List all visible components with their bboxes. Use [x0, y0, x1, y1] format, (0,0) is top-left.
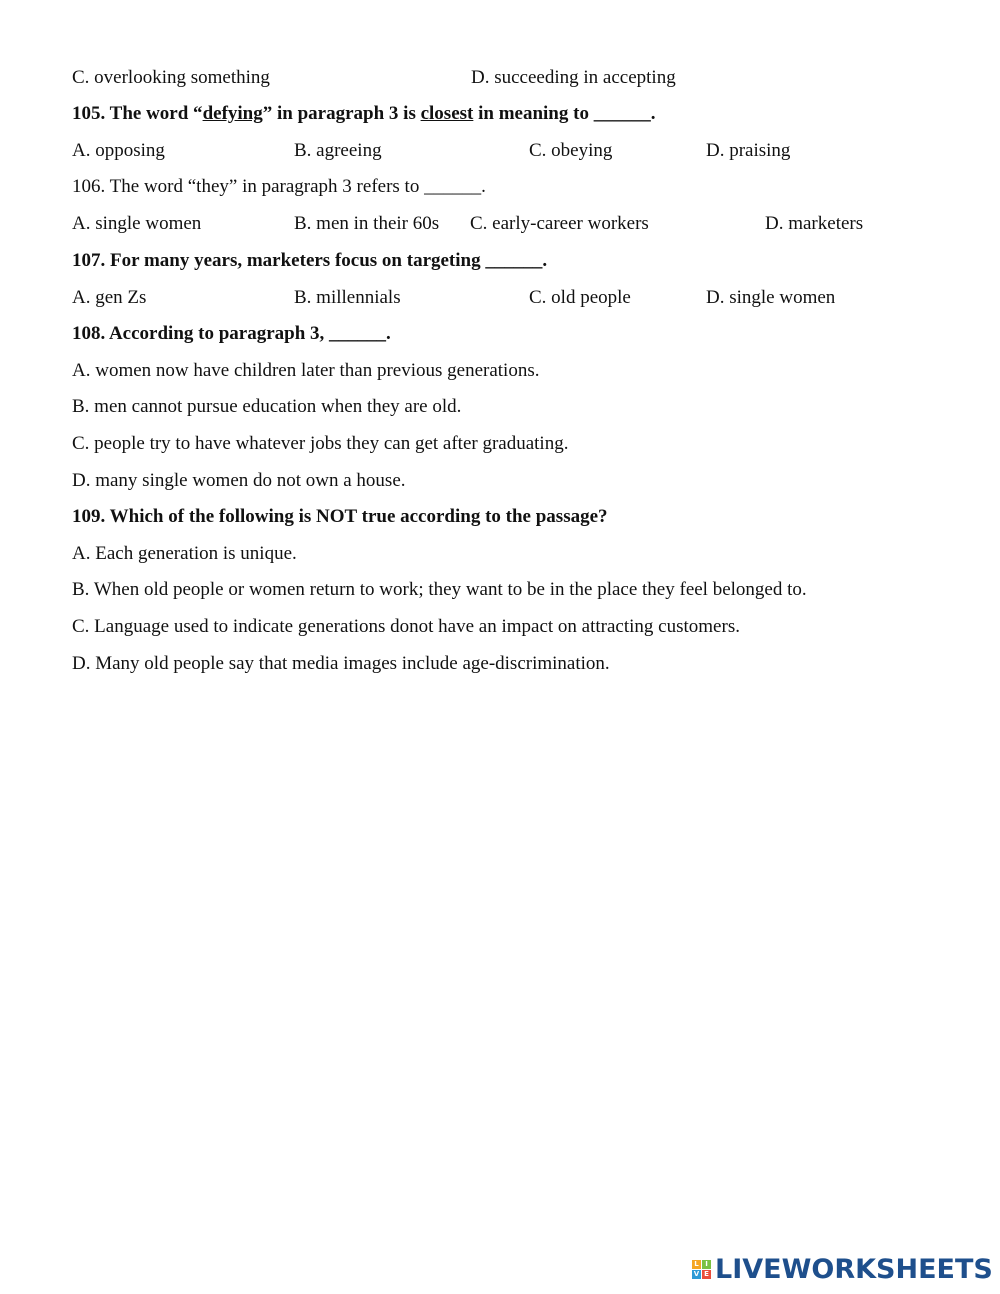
q105-option-c[interactable]: C. obeying: [529, 140, 613, 161]
q107-question: 107. For many years, marketers focus on targeting ______.: [72, 250, 548, 271]
q105-option-b[interactable]: B. agreeing: [294, 140, 382, 161]
q105-keyword: closest: [420, 103, 474, 124]
q107-option-c[interactable]: C. old people: [529, 287, 631, 308]
q108-option-a[interactable]: A. women now have children later than previous generations.: [72, 360, 540, 381]
q107-option-b[interactable]: B. millennials: [294, 287, 401, 308]
q106-question: 106. The word “they” in paragraph 3 refers to ______.: [72, 176, 486, 197]
q106-option-a[interactable]: A. single women: [72, 213, 202, 234]
q109-question: 109. Which of the following is NOT true according to the passage?: [72, 506, 608, 527]
q109-option-c[interactable]: C. Language used to indicate generations donot have an impact on attracting customers.: [72, 616, 740, 637]
q105-prefix: 105. The word “: [72, 103, 203, 124]
q105-suffix: in meaning to ______.: [473, 103, 656, 124]
liveworksheets-logo-text: LIVEWORKSHEETS: [715, 1254, 993, 1285]
logo-mark-tile-2: I: [702, 1260, 711, 1269]
q106-option-d[interactable]: D. marketers: [765, 213, 864, 234]
q109-option-a[interactable]: A. Each generation is unique.: [72, 543, 297, 564]
q105-question: [72, 102, 655, 126]
q108-option-b[interactable]: B. men cannot pursue education when they are old.: [72, 396, 462, 417]
logo-mark-tile-1: L: [692, 1260, 701, 1269]
q109-option-b[interactable]: B. When old people or women return to work; they want to be in the place they feel belonged to.: [72, 579, 807, 600]
q107-option-d[interactable]: D. single women: [706, 287, 836, 308]
q108-option-d[interactable]: D. many single women do not own a house.: [72, 470, 406, 491]
q104-option-d[interactable]: D. succeeding in accepting: [471, 67, 676, 88]
q108-question: 108. According to paragraph 3, ______.: [72, 323, 391, 344]
q105-option-d[interactable]: D. praising: [706, 140, 791, 161]
q106-option-c[interactable]: C. early-career workers: [470, 213, 649, 234]
liveworksheets-logo-icon: [692, 1260, 711, 1279]
q108-option-c[interactable]: C. people try to have whatever jobs they can get after graduating.: [72, 433, 569, 454]
q106-option-b[interactable]: B. men in their 60s: [294, 213, 440, 234]
q105-option-a[interactable]: A. opposing: [72, 140, 165, 161]
liveworksheets-logo[interactable]: [692, 1254, 993, 1285]
q105-middle: ” in paragraph 3 is: [262, 103, 421, 124]
logo-mark-tile-4: E: [702, 1270, 711, 1279]
q105-word: defying: [202, 103, 263, 124]
q104-option-c[interactable]: C. overlooking something: [72, 67, 270, 88]
q107-option-a[interactable]: A. gen Zs: [72, 287, 147, 308]
logo-mark-tile-3: V: [693, 1270, 700, 1278]
q109-option-d[interactable]: D. Many old people say that media images include age-discrimination.: [72, 653, 610, 674]
